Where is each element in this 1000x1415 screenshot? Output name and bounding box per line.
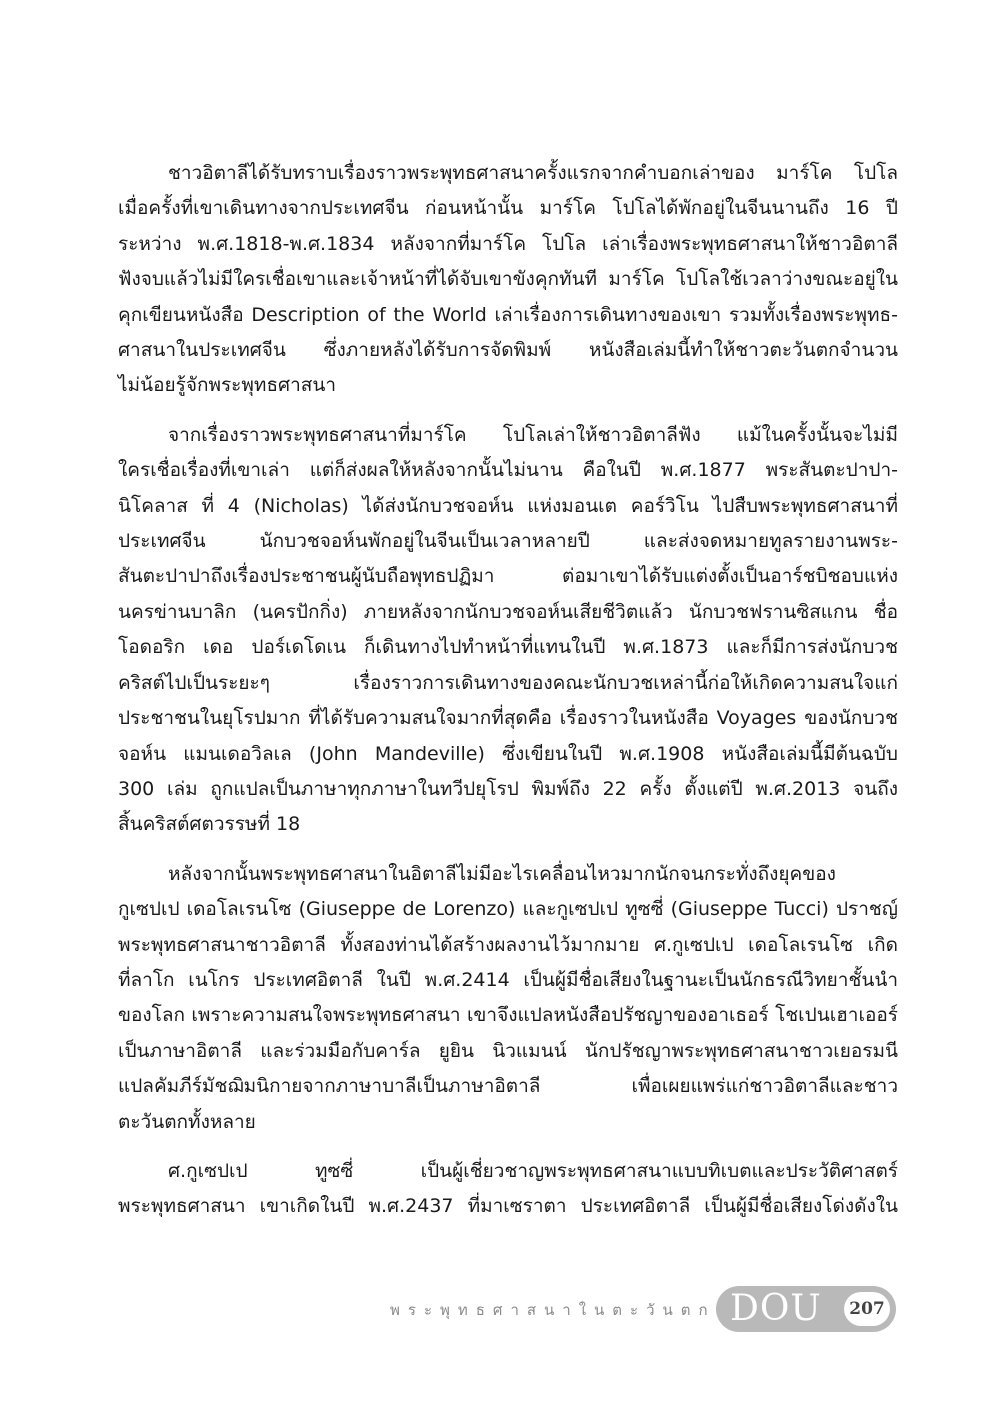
paragraph-line: เมื่อครั้งที่เขาเดินทางจากประเทศจีน ก่อนหน้านั้น มาร์โค โปโลได้พักอยู่ในจีนนานถึง 16 ปี xyxy=(118,197,898,220)
paragraph-line: แปลคัมภีร์มัชฌิมนิกายจากภาษาบาลีเป็นภาษาอิตาลี เพื่อเผยแพร่แก่ชาวอิตาลีและชาว xyxy=(118,1075,898,1098)
page-body xyxy=(118,156,898,1225)
paragraph-line: ที่ลาโก เนโกร ประเทศอิตาลี ในปี พ.ศ.2414 เป็นผู้มีชื่อเสียงในฐานะเป็นนักธรณีวิทยาชั้นนำ xyxy=(118,968,898,991)
paragraph-line: ประชาชนในยุโรปมาก ที่ได้รับความสนใจมากที่สุดคือ เรื่องราวในหนังสือ Voyages ของนักบวช xyxy=(118,707,898,730)
paragraph-line: ประเทศจีน นักบวชจอห์นพักอยู่ในจีนเป็นเวลาหลายปี และส่งจดหมายทูลรายงานพระ- xyxy=(118,530,898,553)
paragraph-line: 300 เล่ม ถูกแปลเป็นภาษาทุกภาษาในทวีปยุโรป พิมพ์ถึง 22 ครั้ง ตั้งแต่ปี พ.ศ.2013 จนถึง xyxy=(118,777,898,800)
running-footer-title: พระพุทธศาสนาในตะวันตก xyxy=(390,1301,716,1319)
paragraph-spacer xyxy=(118,843,898,857)
paragraph-spacer xyxy=(118,1140,898,1154)
page-number: 207 xyxy=(844,1292,890,1326)
paragraph-line: ศาสนาในประเทศจีน ซึ่งภายหลังได้รับการจัดพิมพ์ หนังสือเล่มนี้ทำให้ชาวตะวันตกจำนวน xyxy=(118,339,898,362)
paragraph-line: พระพุทธศาสนา เขาเกิดในปี พ.ศ.2437 ที่มาเซราตา ประเทศอิตาลี เป็นผู้มีชื่อเสียงโด่งดังใน xyxy=(118,1195,898,1218)
paragraph-line: สันตะปาปาถึงเรื่องประชาชนผู้นับถือพุทธปฏิมา ต่อมาเขาได้รับแต่งตั้งเป็นอาร์ชบิชอบแห่ง xyxy=(118,565,898,588)
paragraph-italian-scholars xyxy=(118,857,898,1140)
paragraph-tucci xyxy=(118,1154,898,1225)
paragraph-line: โอดอริก เดอ ปอร์เดโดเน ก็เดินทางไปทำหน้าที่แทนในปี พ.ศ.1873 และก็มีการส่งนักบวช xyxy=(118,636,898,659)
paragraph-line: เป็นภาษาอิตาลี และร่วมมือกับคาร์ล ยูยิน นิวแมนน์ นักปรัชญาพระพุทธศาสนาชาวเยอรมนี xyxy=(118,1039,898,1062)
paragraph-line: ระหว่าง พ.ศ.1818-พ.ศ.1834 หลังจากที่มาร์โค โปโล เล่าเรื่องพระพุทธศาสนาให้ชาวอิตาลี xyxy=(118,232,898,255)
paragraph-line: จากเรื่องราวพระพุทธศาสนาที่มาร์โค โปโลเล่าให้ชาวอิตาลีฟัง แม้ในครั้งนั้นจะไม่มี xyxy=(168,423,898,446)
paragraph-marco-polo xyxy=(118,156,898,404)
paragraph-line: ชาวอิตาลีได้รับทราบเรื่องราวพระพุทธศาสนาครั้งแรกจากคำบอกเล่าของ มาร์โค โปโล xyxy=(168,162,898,184)
paragraph-line: พระพุทธศาสนาชาวอิตาลี ทั้งสองท่านได้สร้างผลงานไว้มากมาย ศ.กูเซปเป เดอโลเรนโซ เกิด xyxy=(118,933,898,956)
paragraph-line: ตะวันตกทั้งหลาย xyxy=(118,1110,256,1133)
paragraph-line: นิโคลาส ที่ 4 (Nicholas) ได้ส่งนักบวชจอห์น แห่งมอนเต คอร์วิโน ไปสืบพระพุทธศาสนาที่ xyxy=(118,494,898,517)
paragraph-line: คุกเขียนหนังสือ Description of the World เล่าเรื่องการเดินทางของเขา รวมทั้งเรื่องพระพุทธ- xyxy=(118,303,898,326)
paragraph-line: ใครเชื่อเรื่องที่เขาเล่า แต่ก็ส่งผลให้หลังจากนั้นไม่นาน คือในปี พ.ศ.1877 พระสันตะปาปา- xyxy=(118,459,898,482)
paragraph-line: นครข่านบาลิก (นครปักกิ่ง) ภายหลังจากนักบวชจอห์นเสียชีวิตแล้ว นักบวชฟรานซิสแกน ชื่อ xyxy=(118,600,898,623)
paragraph-line: ของโลก เพราะความสนใจพระพุทธศาสนา เขาจึงแปลหนังสือปรัชญาของอาเธอร์ โชเปนเฮาเออร์ xyxy=(118,1004,898,1027)
page-footer xyxy=(0,1286,1000,1336)
paragraph-spacer xyxy=(118,404,898,418)
paragraph-line: จอห์น แมนเดอวิลเล (John Mandeville) ซึ่งเขียนในปี พ.ศ.1908 หนังสือเล่มนี้มีต้นฉบับ xyxy=(118,742,898,765)
paragraph-line: คริสต์ไปเป็นระยะๆ เรื่องราวการเดินทางของคณะนักบวชเหล่านี้ก่อให้เกิดความสนใจแก่ xyxy=(118,671,898,694)
paragraph-missionaries xyxy=(118,418,898,843)
footer-badge xyxy=(716,1286,896,1332)
paragraph-line: ศ.กูเซปเป ทูซซี่ เป็นผู้เชี่ยวชาญพระพุทธศาสนาแบบทิเบตและประวัติศาสตร์ xyxy=(168,1159,898,1182)
dou-logo: DOU xyxy=(730,1288,822,1329)
paragraph-line: สิ้นคริสต์ศตวรรษที่ 18 xyxy=(118,813,301,836)
paragraph-line: หลังจากนั้นพระพุทธศาสนาในอิตาลีไม่มีอะไรเคลื่อนไหวมากนักจนกระทั่งถึงยุคของ xyxy=(168,862,836,885)
paragraph-line: ฟังจบแล้วไม่มีใครเชื่อเขาและเจ้าหน้าที่ได้จับเขาขังคุกทันที มาร์โค โปโลใช้เวลาว่างขณะอยู่ใน xyxy=(118,268,898,291)
paragraph-line: ไม่น้อยรู้จักพระพุทธศาสนา xyxy=(118,374,337,397)
paragraph-line: กูเซปเป เดอโลเรนโซ (Giuseppe de Lorenzo) และกูเซปเป ทูซซี่ (Giuseppe Tucci) ปราชญ์ xyxy=(118,898,898,921)
